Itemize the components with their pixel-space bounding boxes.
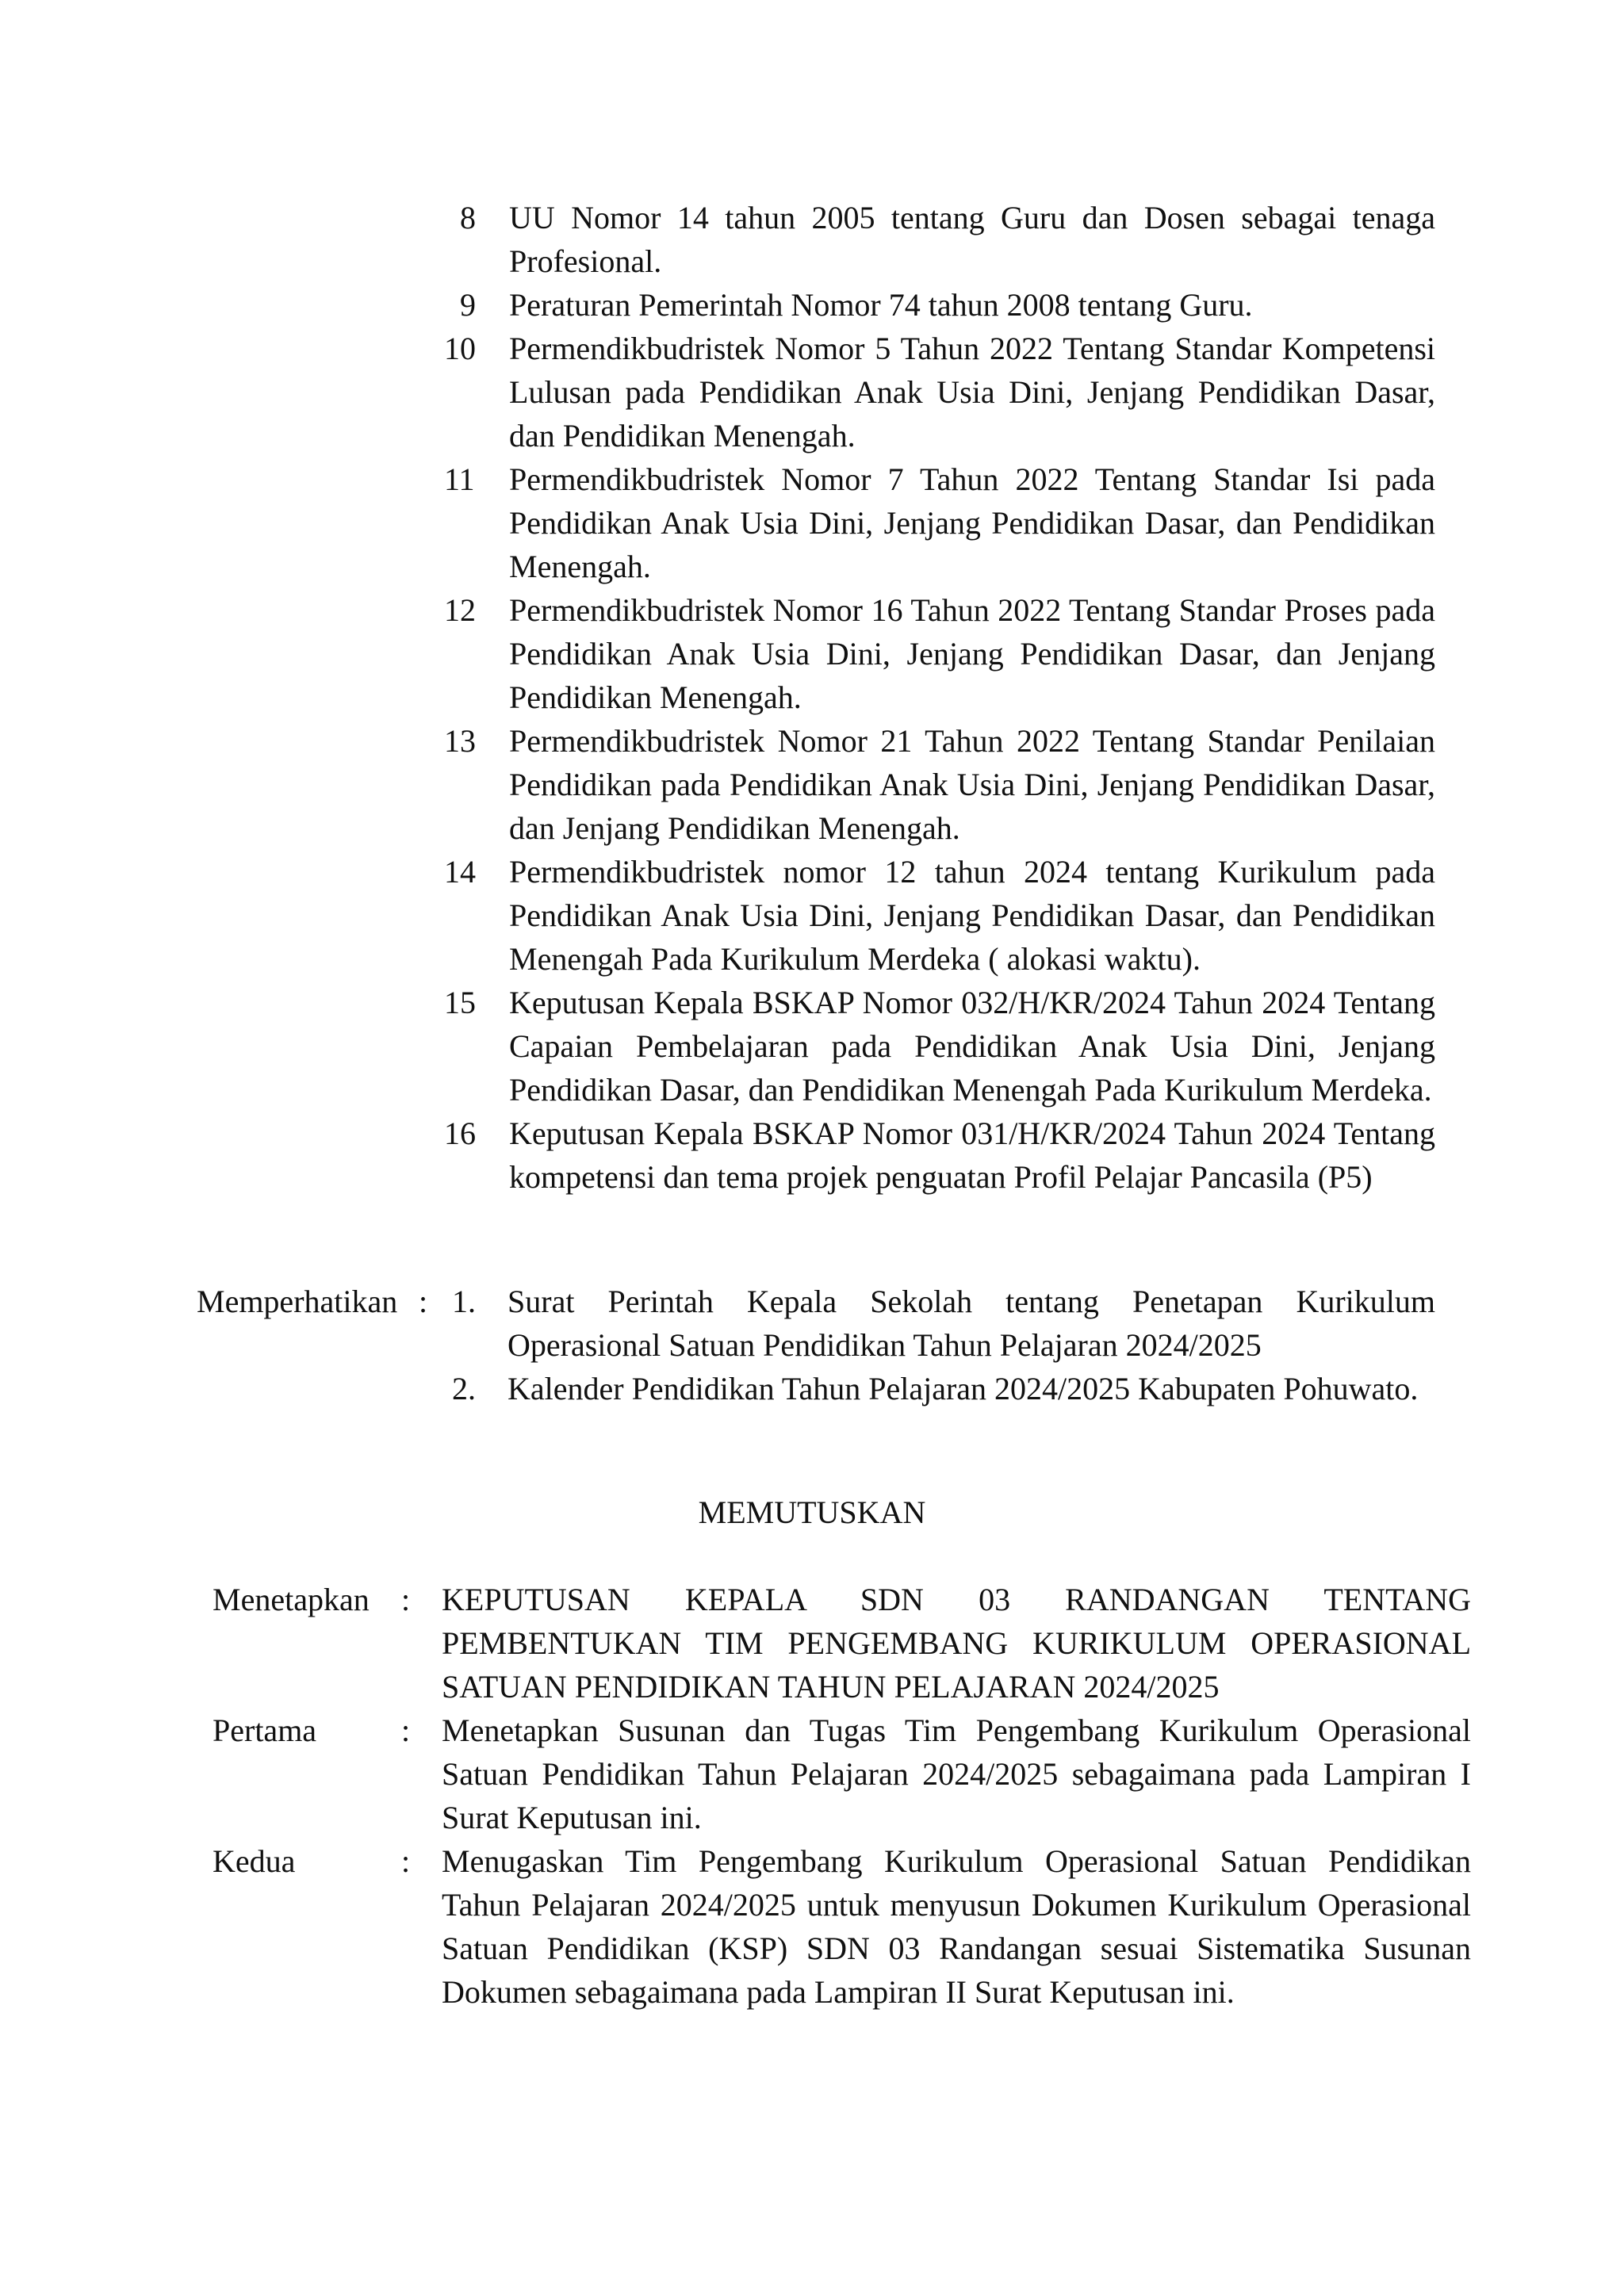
list-item	[452, 196, 1435, 283]
list-item	[444, 719, 1435, 850]
memperhatikan-colon: :	[419, 1284, 428, 1319]
list-item	[444, 850, 1435, 981]
list-item	[452, 283, 1435, 327]
keputusan-section	[0, 1578, 1471, 2014]
item-number: 9	[460, 287, 476, 323]
list-item	[452, 1367, 1435, 1410]
memperhatikan-list	[452, 1280, 1435, 1410]
row-label: Pertama	[213, 1712, 317, 1748]
row-colon: :	[401, 1712, 411, 1748]
item-text: Peraturan Pemerintah Nomor 74 tahun 2008 tentang Guru.	[509, 287, 1253, 323]
keputusan-row-menetapkan	[0, 1578, 1471, 1709]
item-number: 14	[444, 854, 476, 890]
row-label: Kedua	[213, 1843, 296, 1879]
mengingat-list	[444, 196, 1435, 1199]
item-number: 11	[444, 461, 475, 497]
row-text: KEPUTUSAN KEPALA SDN 03 RANDANGAN TENTANG PEMBENTUKAN TIM PENGEMBANG KURIKULUM OPERASIONAL SATUAN PENDIDIKAN TAHUN PELAJARAN 2024/2025	[442, 1582, 1471, 1705]
row-text: Menugaskan Tim Pengembang Kurikulum Operasional Satuan Pendidikan Tahun Pelajaran 2024/2025 untuk menyusun Dokumen Kurikulum Operasional Satuan Pendidikan (KSP) SDN 03 Randangan sesuai Sistematika Susunan Dokumen sebagaimana pada Lampiran II Surat Keputusan ini.	[442, 1843, 1471, 2010]
memutuskan-heading: MEMUTUSKAN	[698, 1494, 926, 1530]
row-label: Menetapkan	[213, 1582, 370, 1617]
item-number: 1.	[452, 1284, 476, 1319]
item-number: 15	[444, 985, 476, 1020]
item-text: UU Nomor 14 tahun 2005 tentang Guru dan Dosen sebagai tenaga Profesional.	[509, 200, 1435, 279]
item-text: Surat Perintah Kepala Sekolah tentang Penetapan Kurikulum Operasional Satuan Pendidikan Tahun Pelajaran 2024/2025	[508, 1284, 1435, 1363]
row-text: Menetapkan Susunan dan Tugas Tim Pengembang Kurikulum Operasional Satuan Pendidikan Tahun Pelajaran 2024/2025 sebagaimana pada Lampiran I Surat Keputusan ini.	[442, 1712, 1471, 1835]
item-number: 10	[444, 331, 476, 366]
memperhatikan-section	[0, 1280, 1435, 1410]
memperhatikan-label: Memperhatikan	[197, 1284, 398, 1319]
item-text: Permendikbudristek Nomor 16 Tahun 2022 Tentang Standar Proses pada Pendidikan Anak Usia Dini, Jenjang Pendidikan Dasar, dan Jenjang Pendidikan Menengah.	[509, 592, 1435, 715]
item-number: 2.	[452, 1371, 476, 1406]
item-text: Permendikbudristek Nomor 7 Tahun 2022 Tentang Standar Isi pada Pendidikan Anak Usia Dini, Jenjang Pendidikan Dasar, dan Pendidikan Menengah.	[509, 461, 1435, 584]
item-text: Permendikbudristek Nomor 21 Tahun 2022 Tentang Standar Penilaian Pendidikan pada Pendidikan Anak Usia Dini, Jenjang Pendidikan Dasar, dan Jenjang Pendidikan Menengah.	[509, 723, 1435, 846]
item-text: Keputusan Kepala BSKAP Nomor 031/H/KR/2024 Tahun 2024 Tentang kompetensi dan tema projek penguatan Profil Pelajar Pancasila (P5)	[509, 1115, 1435, 1195]
list-item	[444, 457, 1435, 588]
item-number: 12	[444, 592, 476, 628]
row-colon: :	[401, 1582, 411, 1617]
list-item	[444, 1112, 1435, 1199]
list-item	[444, 327, 1435, 457]
row-colon: :	[401, 1843, 411, 1879]
keputusan-row-kedua	[0, 1839, 1471, 2014]
list-item	[444, 588, 1435, 719]
item-text: Kalender Pendidikan Tahun Pelajaran 2024/2025 Kabupaten Pohuwato.	[508, 1371, 1419, 1406]
item-text: Permendikbudristek nomor 12 tahun 2024 tentang Kurikulum pada Pendidikan Anak Usia Dini, Jenjang Pendidikan Dasar, dan Pendidikan Menengah Pada Kurikulum Merdeka ( alokasi waktu).	[509, 854, 1435, 977]
item-number: 8	[460, 200, 476, 235]
item-text: Permendikbudristek Nomor 5 Tahun 2022 Tentang Standar Kompetensi Lulusan pada Pendidikan Anak Usia Dini, Jenjang Pendidikan Dasar, dan Pendidikan Menengah.	[509, 331, 1435, 453]
item-number: 13	[444, 723, 476, 759]
item-text: Keputusan Kepala BSKAP Nomor 032/H/KR/2024 Tahun 2024 Tentang Capaian Pembelajaran pada Pendidikan Anak Usia Dini, Jenjang Pendidikan Dasar, dan Pendidikan Menengah Pada Kurikulum Merdeka.	[509, 985, 1435, 1108]
list-item	[452, 1280, 1435, 1367]
keputusan-row-pertama	[0, 1709, 1471, 1839]
item-number: 16	[444, 1115, 476, 1151]
list-item	[444, 981, 1435, 1112]
